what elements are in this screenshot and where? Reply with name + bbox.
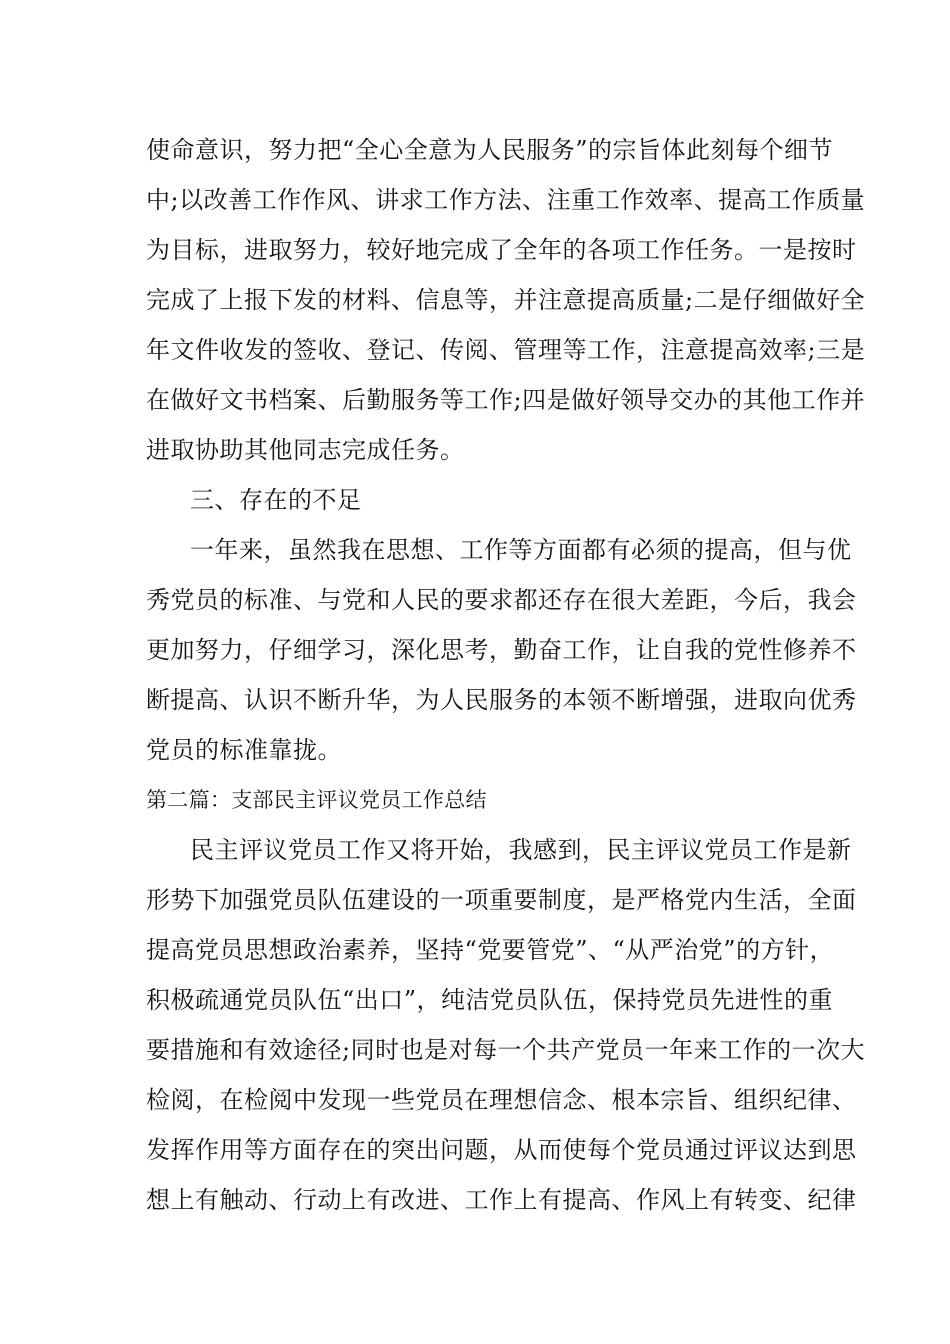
paragraph-line: 形势下加强党员队伍建设的一项重要制度，是严格党内生活，全面 (146, 886, 857, 914)
paragraph-line: 更加努力，仔细学习，深化思考，勤奋工作，让自我的党性修养不 (146, 636, 857, 664)
paragraph-line: 民主评议党员工作又将开始，我感到，民主评议党员工作是新 (190, 836, 852, 864)
paragraph-line: 积极疏通党员队伍“出口”，纯洁党员队伍，保持党员先进性的重 (146, 986, 834, 1014)
section-heading: 三、存在的不足 (190, 486, 362, 514)
paragraph-line: 断提高、认识不断升华，为人民服务的本领不断增强，进取向优秀 (146, 686, 857, 714)
paragraph-line: 使命意识，努力把“全心全意为人民服务”的宗旨体此刻每个细节 (146, 136, 834, 164)
paragraph-line: 提高党员思想政治素养，坚持“党要管党”、“从严治党”的方针， (146, 936, 835, 964)
paragraph-line: 年文件收发的签收、登记、传阅、管理等工作，注意提高效率;三是 (146, 336, 866, 364)
paragraph-line: 党员的标准靠拢。 (146, 736, 342, 764)
paragraph-line: 完成了上报下发的材料、信息等，并注意提高质量;二是仔细做好全 (146, 286, 866, 314)
paragraph-line: 想上有触动、行动上有改进、工作上有提高、作风上有转变、纪律 (146, 1186, 857, 1214)
paragraph-line: 检阅，在检阅中发现一些党员在理想信念、根本宗旨、组织纪律、 (146, 1086, 857, 1114)
paragraph-line: 发挥作用等方面存在的突出问题，从而使每个党员通过评议达到思 (146, 1136, 857, 1164)
paragraph-line: 在做好文书档案、后勤服务等工作;四是做好领导交办的其他工作并 (146, 386, 866, 414)
paragraph-line: 一年来，虽然我在思想、工作等方面都有必须的提高，但与优 (190, 536, 852, 564)
paragraph-line: 进取协助其他同志完成任务。 (146, 436, 465, 464)
paragraph-line: 秀党员的标准、与党和人民的要求都还存在很大差距，今后，我会 (146, 586, 857, 614)
paragraph-line: 要措施和有效途径;同时也是对每一个共产党员一年来工作的一次大 (146, 1036, 866, 1064)
paragraph-line: 为目标，进取努力，较好地完成了全年的各项工作任务。一是按时 (146, 236, 857, 264)
paragraph-line: 中;以改善工作作风、讲求工作方法、注重工作效率、提高工作质量 (146, 186, 866, 214)
part-heading: 第二篇：支部民主评议党员工作总结 (146, 788, 487, 812)
